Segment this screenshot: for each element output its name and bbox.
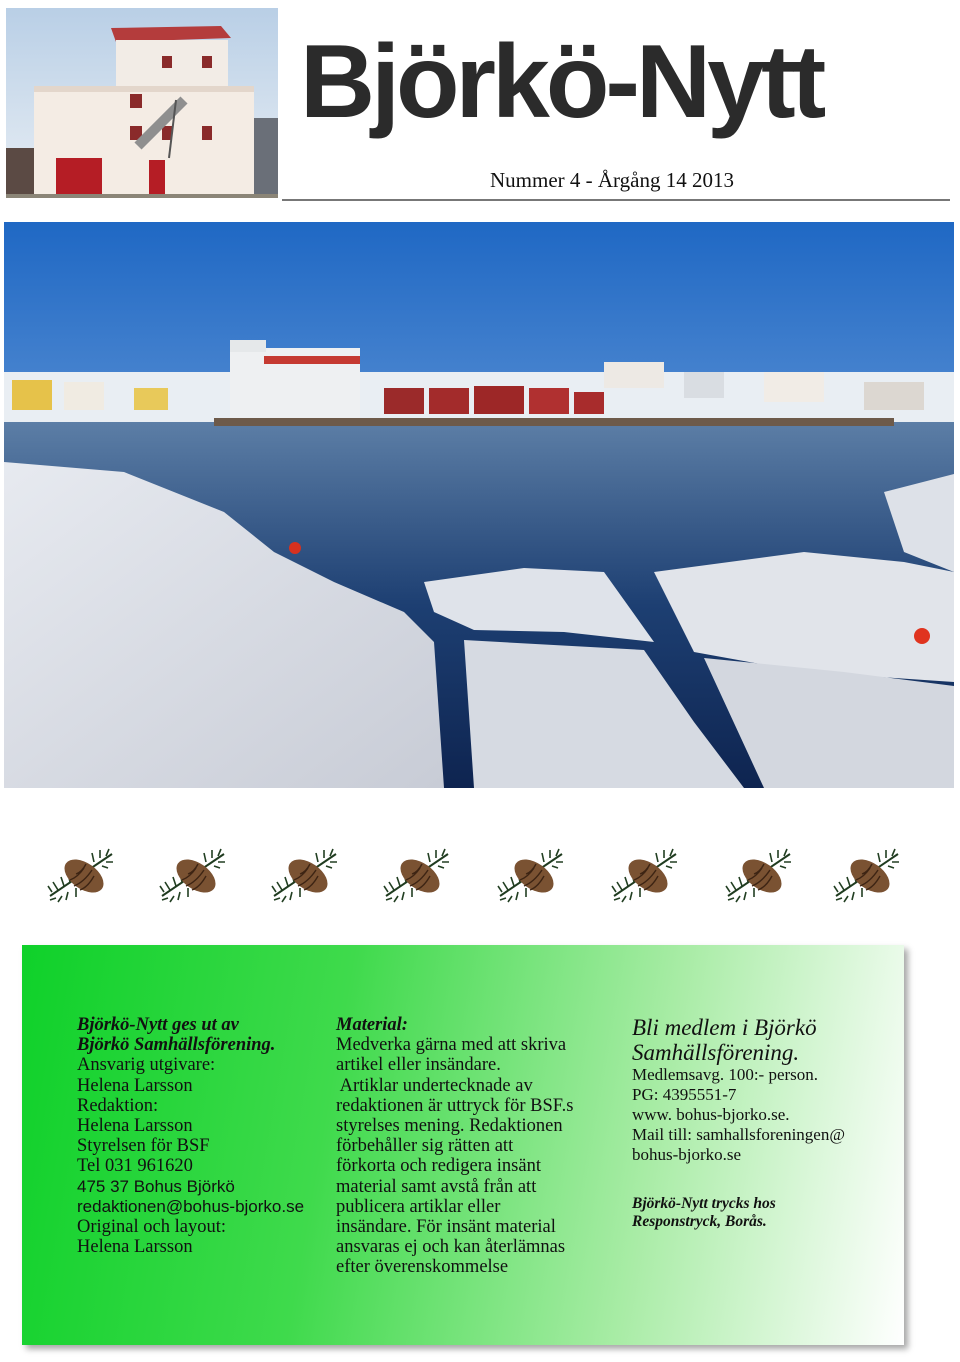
pine-cone-icon bbox=[382, 840, 454, 908]
pine-cone-icon bbox=[270, 840, 342, 908]
publisher-column bbox=[77, 1015, 327, 1257]
header-divider bbox=[282, 199, 950, 201]
material-line: insändare. För insänt material bbox=[336, 1217, 556, 1238]
publisher-line: 475 37 Bohus Björkö bbox=[77, 1176, 235, 1196]
material-line: Artiklar undertecknade av bbox=[336, 1075, 533, 1096]
membership-heading: Bli medlem i Björkö bbox=[632, 1015, 817, 1040]
publisher-line: Helena Larsson bbox=[77, 1075, 193, 1096]
pine-cone-icon bbox=[496, 840, 568, 908]
publisher-org: Björkö Samhällsförening. bbox=[77, 1035, 276, 1056]
publisher-line: Helena Larsson bbox=[77, 1116, 193, 1137]
issue-number: Nummer 4 - Årgång 14 2013 bbox=[490, 168, 734, 192]
pine-cone-icon bbox=[610, 840, 682, 908]
layout-name: Helena Larsson bbox=[77, 1237, 193, 1258]
info-panel bbox=[22, 945, 904, 1345]
pine-cone-divider bbox=[40, 840, 920, 910]
material-line: publicera artiklar eller bbox=[336, 1196, 501, 1217]
membership-heading-org: Samhällsförening. bbox=[632, 1040, 800, 1065]
material-heading: Material: bbox=[336, 1015, 408, 1035]
material-line: styrelses mening. Redaktionen bbox=[336, 1116, 563, 1137]
publisher-line: Styrelsen för BSF bbox=[77, 1136, 210, 1157]
editor-email-link[interactable]: redaktionen@bohus-bjorko.se bbox=[77, 1196, 305, 1216]
pine-cone-icon bbox=[46, 840, 118, 908]
printer-credit: Björkö-Nytt trycks hos bbox=[632, 1195, 776, 1212]
material-line: ansvaras ej och kan återlämnas bbox=[336, 1237, 566, 1258]
material-line: redaktionen är uttryck för BSF.s bbox=[336, 1095, 574, 1116]
masthead-title: Björkö-Nytt bbox=[300, 24, 823, 140]
header-photo-white-building bbox=[6, 8, 278, 198]
membership-line: PG: 4395551-7 bbox=[632, 1085, 737, 1104]
material-line: artikel eller insändare. bbox=[336, 1055, 501, 1076]
membership-line: Medlemsavg. 100:- person. bbox=[632, 1065, 819, 1084]
material-line: material samt avstå från att bbox=[336, 1176, 537, 1197]
membership-column bbox=[632, 1015, 897, 1231]
material-line: förkorta och redigera insänt bbox=[336, 1156, 541, 1177]
material-line: förbehåller sig rätten att bbox=[336, 1136, 514, 1157]
material-line: Medverka gärna med att skriva bbox=[336, 1035, 567, 1056]
publisher-line: Redaktion: bbox=[77, 1095, 159, 1116]
membership-mail-link[interactable]: Mail till: samhallsforeningen@ bbox=[632, 1125, 846, 1144]
material-column bbox=[336, 1015, 606, 1278]
pine-cone-icon bbox=[832, 840, 904, 908]
pine-cone-icon bbox=[724, 840, 796, 908]
publisher-line: Tel 031 961620 bbox=[77, 1156, 193, 1177]
pine-cone-icon bbox=[158, 840, 230, 908]
material-line: efter överenskommelse bbox=[336, 1257, 509, 1278]
printer-name: Responstryck, Borås. bbox=[632, 1213, 767, 1230]
harbour-ice-photo bbox=[4, 222, 954, 788]
layout-label: Original och layout: bbox=[77, 1217, 226, 1238]
publisher-line: Ansvarig utgivare: bbox=[77, 1055, 216, 1076]
publisher-intro: Björkö-Nytt ges ut av bbox=[77, 1015, 239, 1035]
website-link[interactable]: www. bohus-bjorko.se. bbox=[632, 1105, 790, 1124]
membership-mail-link-cont[interactable]: bohus-bjorko.se bbox=[632, 1145, 742, 1164]
